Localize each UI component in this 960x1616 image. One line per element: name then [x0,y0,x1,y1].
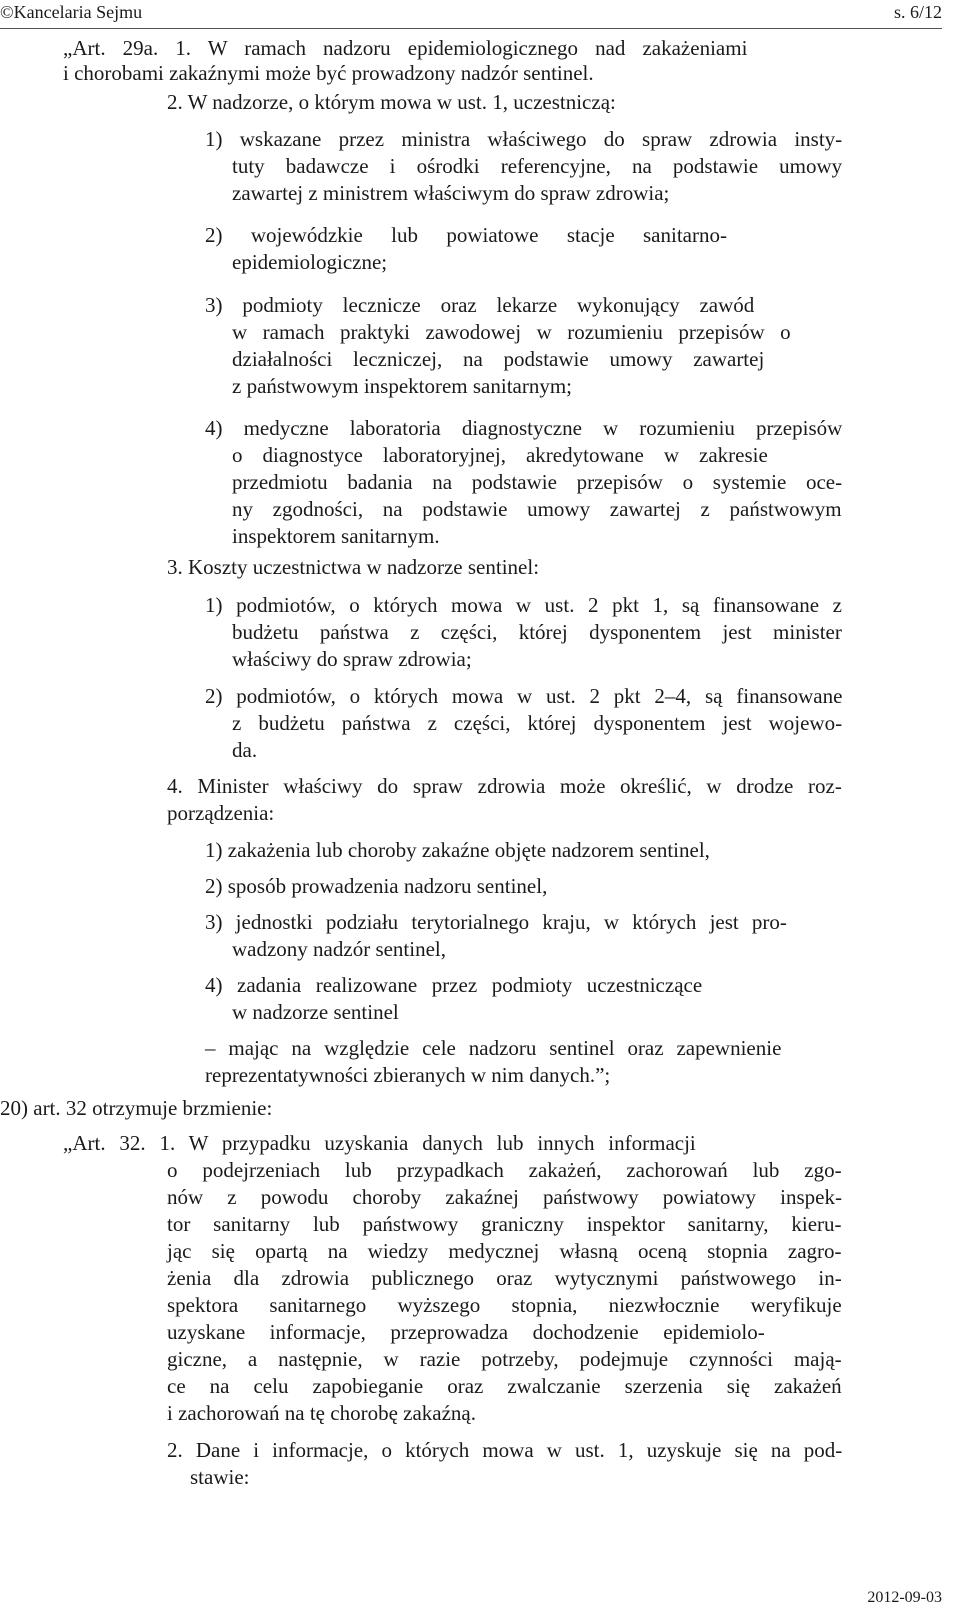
text-line: tor sanitarny lub państwowy graniczny inspektor sanitarny, kieru- [167,1212,842,1236]
text-line: 20) art. 32 otrzymuje brzmienie: [0,1096,273,1120]
text-line: budżetu państwa z części, której dysponentem jest minister [232,620,842,644]
page-number: s. 6/12 [893,2,942,22]
text-line: z państwowym inspektorem sanitarnym; [232,374,573,398]
text-line: 3) podmioty lecznicze oraz lekarze wykonujący zawód [205,293,755,317]
text-line: o diagnostyce laboratoryjnej, akredytowane w zakresie [232,443,768,467]
text-line: tuty badawcze i ośrodki referencyjne, na podstawie umowy [232,154,843,178]
text-line: reprezentatywności zbieranych w nim danych.”; [205,1063,611,1087]
text-line: i chorobami zakaźnymi może być prowadzony nadzór sentinel. [63,61,594,85]
text-line: 1) wskazane przez ministra właściwego do spraw zdrowia insty- [205,127,843,151]
text-line: epidemiologiczne; [232,250,388,274]
text-line: stawie: [190,1465,250,1489]
text-line: spektora sanitarnego wyższego stopnia, niezwłocznie weryfikuje [167,1293,842,1317]
text-line: 4) zadania realizowane przez podmioty uczestniczące [205,973,703,997]
text-line: 1) podmiotów, o których mowa w ust. 2 pkt 1, są finansowane z [205,593,842,617]
text-line: w nadzorze sentinel [232,1000,399,1024]
text-line: działalności leczniczej, na podstawie umowy zawartej [232,347,765,371]
text-line: 2. W nadzorze, o którym mowa w ust. 1, uczestniczą: [167,90,616,114]
text-line: giczne, a następnie, w razie potrzeby, podejmuje czynności mają- [167,1347,842,1371]
text-line: „Art. 32. 1. W przypadku uzyskania danych lub innych informacji [63,1131,696,1155]
text-line: da. [232,738,258,762]
text-line: wadzony nadzór sentinel, [232,937,447,961]
header-source: ©Kancelaria Sejmu [0,2,143,22]
text-line: nów z powodu choroby zakaźnej państwowy powiatowy inspek- [167,1185,842,1209]
text-line: „Art. 29a. 1. W ramach nadzoru epidemiologicznego nad zakażeniami [63,36,748,60]
text-line: porządzenia: [167,801,275,825]
text-line: 2) sposób prowadzenia nadzoru sentinel, [205,874,548,898]
text-line: 2) wojewódzkie lub powiatowe stacje sanitarno- [205,223,727,247]
text-line: 4) medyczne laboratoria diagnostyczne w rozumieniu przepisów [205,416,843,440]
text-line: 2) podmiotów, o których mowa w ust. 2 pkt 2–4, są finansowane [205,684,843,708]
text-line: ny zgodności, na podstawie umowy zawartej z państwowym [232,497,842,521]
text-line: ce na celu zapobieganie oraz zwalczanie szerzenia się zakażeń [167,1374,842,1398]
text-line: – mając na względzie cele nadzoru sentinel oraz zapewnienie [205,1036,782,1060]
text-line: i zachorowań na tę chorobę zakaźną. [167,1401,476,1425]
text-line: przedmiotu badania na podstawie przepisów o systemie oce- [232,470,843,494]
text-line: 2. Dane i informacje, o których mowa w ust. 1, uzyskuje się na pod- [167,1438,843,1462]
text-line: w ramach praktyki zawodowej w rozumieniu przepisów o [232,320,791,344]
text-line: jąc się opartą na wiedzy medycznej własną oceną stopnia zagro- [167,1239,842,1263]
header-divider [0,28,942,29]
text-line: inspektorem sanitarnym. [232,524,440,548]
text-line: z budżetu państwa z części, której dysponentem jest wojewo- [232,711,843,735]
footer-date: 2012-09-03 [867,1589,942,1606]
text-line: właściwy do spraw zdrowia; [232,647,472,671]
text-line: 1) zakażenia lub choroby zakaźne objęte nadzorem sentinel, [205,838,710,862]
text-line: o podejrzeniach lub przypadkach zakażeń, zachorowań lub zgo- [167,1158,842,1182]
text-line: zawartej z ministrem właściwym do spraw zdrowia; [232,181,670,205]
text-line: 3. Koszty uczestnictwa w nadzorze sentinel: [167,555,540,579]
text-line: żenia dla zdrowia publicznego oraz wytycznymi państwowego in- [167,1266,842,1290]
text-line: 4. Minister właściwy do spraw zdrowia może określić, w drodze roz- [167,774,842,798]
text-line: uzyskane informacje, przeprowadza dochodzenie epidemiolo- [167,1320,765,1344]
text-line: 3) jednostki podziału terytorialnego kraju, w których jest pro- [205,910,787,934]
